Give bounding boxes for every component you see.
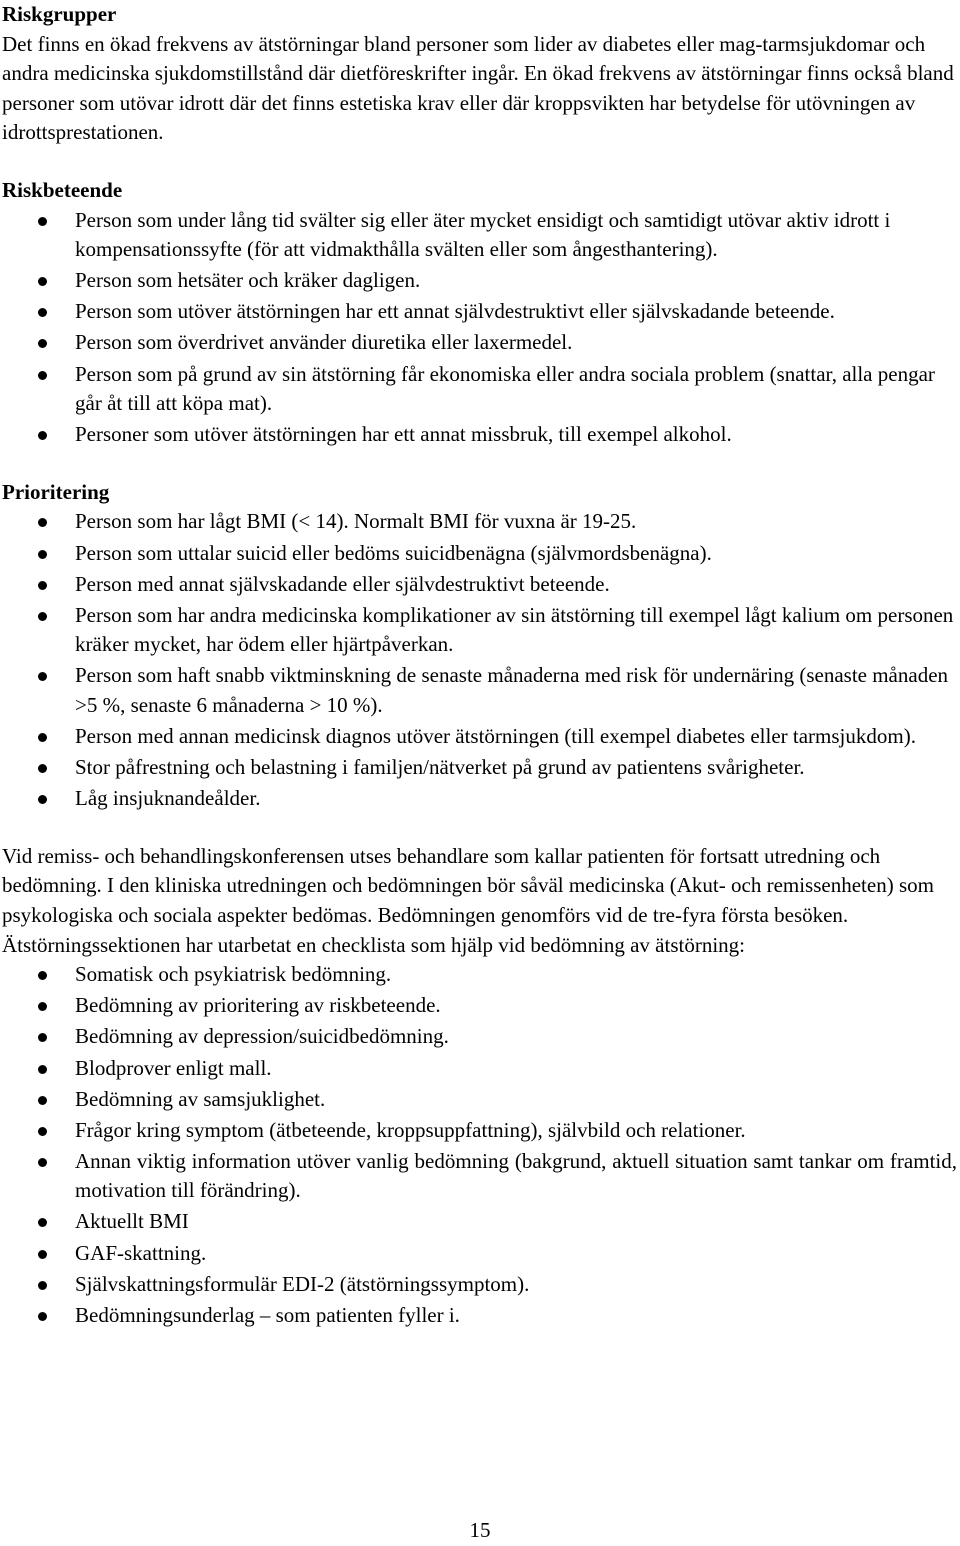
list-item-text: Person med annat självskadande eller självdestruktivt beteende. — [75, 571, 610, 596]
list-item-text: Person som utöver ätstörningen har ett annat självdestruktivt eller självskadande beteende. — [75, 299, 835, 324]
paragraph-remiss: Vid remiss- och behandlingskonferensen utses behandlare som kallar patienten för fortsatt utredning och bedömning. I den kliniska utredningen och bedömningen bör såväl medicinska (Akut- och remissenheten) som psykologiska och sociala aspekter bedömas. Bedömningen genomförs vid de tre-fyra första besöken. Ätstörningssektionen har utarbetat en checklista som hjälp vid bedömning av ätstörning: — [2, 843, 934, 957]
section-remiss — [2, 842, 957, 1331]
list-item — [2, 1301, 957, 1331]
list-item-text: Personer som utöver ätstörningen har ett annat missbruk, till exempel alkohol. — [75, 422, 732, 447]
list-item — [2, 360, 957, 419]
list-item — [2, 753, 957, 783]
bullet-icon — [38, 795, 47, 804]
list-item-text: Stor påfrestning och belastning i familjen/nätverket på grund av patientens svårigheter. — [75, 755, 805, 780]
bullet-icon — [38, 764, 47, 773]
bullet-icon — [38, 518, 47, 527]
bullet-icon — [38, 1002, 47, 1011]
bullet-icon — [38, 971, 47, 980]
list-item-text: Person som haft snabb viktminskning de senaste månaderna med risk för undernäring (senaste månaden >5 %, senaste 6 månaderna > 10 %). — [75, 663, 949, 717]
list-item — [2, 1022, 957, 1052]
list-item-text: Somatisk och psykiatrisk bedömning. — [75, 962, 392, 987]
list-item-text: Person som har lågt BMI (< 14). Normalt BMI för vuxna är 19-25. — [75, 509, 637, 534]
bullet-icon — [38, 1033, 47, 1042]
list-item-text: Person som på grund av sin ätstörning får ekonomiska eller andra sociala problem (snattar, alla pengar går åt till att köpa mat). — [75, 361, 935, 416]
list-checklista — [2, 960, 957, 1330]
bullet-icon — [38, 550, 47, 559]
bullet-icon — [38, 1218, 47, 1227]
section-riskgrupper — [2, 0, 957, 148]
section-riskbeteende — [2, 176, 957, 450]
list-item — [2, 297, 957, 327]
heading-riskbeteende: Riskbeteende — [2, 177, 123, 202]
list-item — [2, 507, 957, 537]
list-item-text: Annan viktig information utöver vanlig bedömning (bakgrund, aktuell situation samt tankar om framtid, motivation till förändring). — [75, 1148, 957, 1203]
list-item — [2, 1147, 957, 1206]
list-item — [2, 661, 957, 720]
list-item-text: Person som under lång tid svälter sig eller äter mycket ensidigt och samtidigt utövar aktiv idrott i kompensationssyfte (för att vidmakthålla svälten eller som ångesthantering). — [75, 207, 891, 262]
list-item-text: Blodprover enligt mall. — [75, 1055, 272, 1080]
list-riskbeteende — [2, 206, 957, 450]
bullet-icon — [38, 672, 47, 681]
list-item-text: Bedömning av samsjuklighet. — [75, 1086, 326, 1111]
list-item — [2, 960, 957, 990]
list-item — [2, 722, 957, 752]
list-item — [2, 1085, 957, 1115]
list-item-text: Person som överdrivet använder diuretika eller laxermedel. — [75, 330, 573, 355]
bullet-icon — [38, 1250, 47, 1259]
list-item-text: Person som uttalar suicid eller bedöms suicidbenägna (självmordsbenägna). — [75, 540, 712, 565]
bullet-icon — [38, 612, 47, 621]
list-item-text: Självskattningsformulär EDI-2 (ätstörningssymptom). — [75, 1271, 530, 1296]
list-item — [2, 991, 957, 1021]
list-item-text: Frågor kring symptom (ätbeteende, kroppsuppfattning), självbild och relationer. — [75, 1117, 746, 1142]
bullet-icon — [38, 1158, 47, 1167]
list-item — [2, 1207, 957, 1237]
list-item — [2, 420, 957, 450]
bullet-icon — [38, 1281, 47, 1290]
paragraph-riskgrupper: Det finns en ökad frekvens av ätstörningar bland personer som lider av diabetes eller mag-tarmsjukdomar och andra medicinska sjukdomstillstånd där dietföreskrifter ingår. En ökad frekvens av ätstörningar finns också bland personer som utövar idrott där det finns estetiska krav eller där kroppsvikten har betydelse för utövningen av idrottsprestationen. — [2, 31, 954, 145]
section-prioritering — [2, 478, 957, 814]
bullet-icon — [38, 1127, 47, 1136]
list-item-text: GAF-skattning. — [75, 1240, 207, 1265]
list-item — [2, 539, 957, 569]
list-item-text: Låg insjuknandeålder. — [75, 786, 261, 811]
bullet-icon — [38, 581, 47, 590]
bullet-icon — [38, 1065, 47, 1074]
list-item-text: Bedömning av depression/suicidbedömning. — [75, 1024, 449, 1049]
list-item-text: Person med annan medicinsk diagnos utöver ätstörningen (till exempel diabetes eller tarmsjukdom). — [75, 724, 916, 749]
list-item — [2, 1270, 957, 1300]
list-item-text: Aktuellt BMI — [75, 1209, 189, 1234]
list-item — [2, 1054, 957, 1084]
bullet-icon — [38, 308, 47, 317]
bullet-icon — [38, 217, 47, 226]
bullet-icon — [38, 277, 47, 286]
list-item-text: Bedömningsunderlag – som patienten fyller i. — [75, 1302, 460, 1327]
list-item-text: Person som hetsäter och kräker dagligen. — [75, 268, 421, 293]
list-item — [2, 206, 957, 265]
list-prioritering — [2, 507, 957, 813]
heading-riskgrupper: Riskgrupper — [2, 2, 117, 26]
bullet-icon — [38, 733, 47, 742]
list-item-text: Person som har andra medicinska komplikationer av sin ätstörning till exempel lågt kalium om personen kräker mycket, har ödem eller hjärtpåverkan. — [75, 602, 954, 657]
list-item — [2, 1116, 957, 1146]
list-item — [2, 784, 957, 814]
bullet-icon — [38, 1312, 47, 1321]
bullet-icon — [38, 339, 47, 348]
list-item — [2, 570, 957, 600]
bullet-icon — [38, 371, 47, 380]
list-item — [2, 266, 957, 296]
list-item — [2, 328, 957, 358]
list-item-text: Bedömning av prioritering av riskbeteende. — [75, 993, 441, 1018]
list-item — [2, 601, 957, 660]
list-item — [2, 1239, 957, 1269]
bullet-icon — [38, 1096, 47, 1105]
bullet-icon — [38, 431, 47, 440]
page-number: 15 — [469, 1518, 491, 1542]
heading-prioritering: Prioritering — [2, 479, 110, 504]
